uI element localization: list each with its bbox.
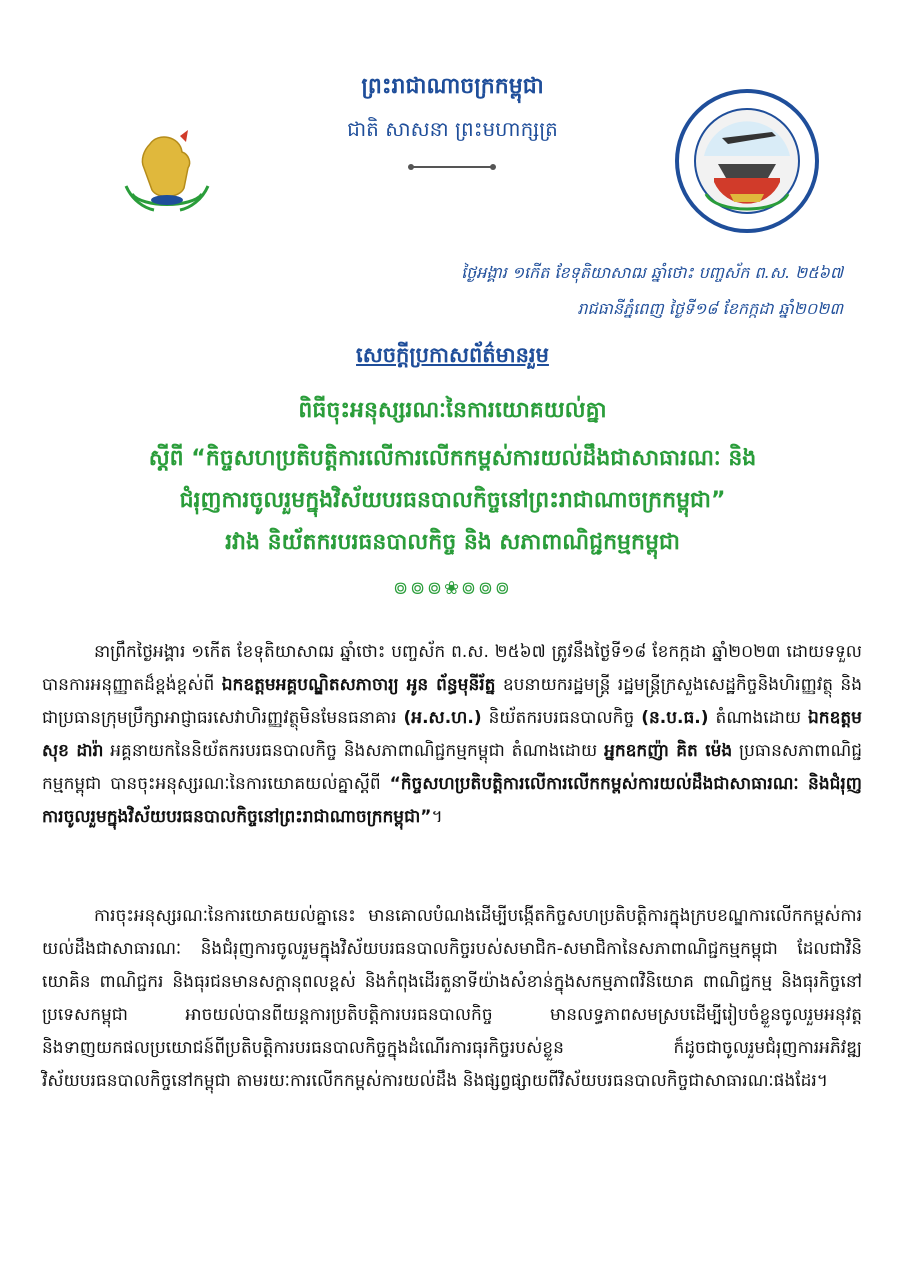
solar-date: រាជធានីភ្នំពេញ ថ្ងៃទី១៨ ខែកក្កដា ឆ្នាំ២០២៣ <box>577 299 843 318</box>
p1-text: ឧបនាយករដ្ឋមន្ត្រី រដ្ឋមន្ត្រីក្រសួងសេដ្ឋកិច្ចនិងហិរញ្ញវត្ថុ និងជាប្រធានក្រុមប្រឹក្សាអាជ្ញាធរសេវាហិរញ្ញវត្ថុមិនមែនធនាគារ <box>42 675 862 728</box>
motto-divider <box>412 166 492 168</box>
p1-text: ប្រធានសភាពាណិជ្ជកម្មកម្ពុជា បានចុះអនុស្សរណៈនៃការយោគយល់គ្នាស្តីពី <box>42 741 862 794</box>
p1-text: នាព្រឹកថ្ងៃអង្គារ ១កើត ខែទុតិយាសាឍ ឆ្នាំថោះ បញ្ចស័ក ព.ស. ២៥៦៧ ត្រូវនឹងថ្ងៃទី១៨ ខែកក្កដា ឆ្នាំ២០២៣ ដោយទទួលបានការអនុញ្ញាតដ៏ខ្ពង់ខ្ពស់ពី <box>42 642 862 695</box>
p1-bold-name-1: ឯកឧត្តមអគ្គបណ្ឌិតសភាចារ្យ អូន ព័ន្ធមុនីរ័ត្ន <box>221 675 496 695</box>
p1-text: អគ្គនាយកនៃនិយ័តករបរធនបាលកិច្ច និងសភាពាណិជ្ជកម្មកម្ពុជា តំណាងដោយ <box>103 741 605 761</box>
p1-bold-topic: “កិច្ចសហប្រតិបត្តិការលើការលើកកម្ពស់ការយល់ដឹងជាសាធារណៈ និងជំរុញការចូលរួមក្នុងវិស័យបរធនបាលកិច្ចនៅព្រះរាជាណាចក្រកម្ពុជា” <box>42 774 862 827</box>
p1-bold-abbrev-2: (ន.ប.ធ.) <box>641 708 709 728</box>
kingdom-heading: ព្រះរាជាណាចក្រកម្ពុជា <box>361 74 544 99</box>
announcement-heading: សេចក្តីប្រកាសព័ត៌មានរួម <box>356 343 549 367</box>
p1-bold-abbrev-1: (អ.ស.ហ.) <box>403 708 482 728</box>
p1-bold-name-3: អ្នកឧកញ៉ា គិត ម៉េង <box>604 741 733 761</box>
chamber-of-commerce-logo <box>672 86 822 236</box>
p1-text: និយ័តករបរធនបាលកិច្ច <box>481 708 642 728</box>
title-line-1: ពិធីចុះអនុស្សរណៈនៃការយោគយល់គ្នា <box>298 398 607 423</box>
title-line-2: ស្តីពី “កិច្ចសហប្រតិបត្តិការលើការលើកកម្ពស់ការយល់ដឹងជាសាធារណៈ និង <box>148 446 757 471</box>
body-paragraph-1 <box>42 636 862 834</box>
p1-bold-name-2: ឯកឧត្តម សុខ ដារ៉ា <box>42 708 862 761</box>
lunar-date: ថ្ងៃអង្គារ ១កើត ខែទុតិយាសាឍ ឆ្នាំថោះ បញ្ចស័ក ព.ស. ២៥៦៧ <box>461 263 843 282</box>
national-motto: ជាតិ សាសនា ព្រះមហាក្សត្រ <box>347 117 558 141</box>
p1-text: តំណាងដោយ <box>708 708 809 728</box>
body-paragraph-2: ការចុះអនុស្សរណៈនៃការយោគយល់គ្នានេះ មានគោលបំណងដើម្បីបង្កើតកិច្ចសហប្រតិបត្តិការក្នុងក្របខណ្ឌការលើកកម្ពស់ការយល់ដឹងជាសាធារណៈ និងជំរុញការចូលរួមក្នុងវិស័យបរធនបាលកិច្ចរបស់សមាជិក-សមាជិកានៃសភាពាណិជ្ជកម្មកម្ពុជា ដែលជាវិនិយោគិន ពាណិជ្ជករ និងធុរជនមានសក្តានុពលខ្ពស់ និងកំពុងដើរតួនាទីយ៉ាងសំខាន់ក្នុងសកម្មភាពវិនិយោគ ពាណិជ្ជកម្ម និងធុរកិច្ចនៅប្រទេសកម្ពុជា អាចយល់បានពីយន្តការប្រតិបត្តិការបរធនបាលកិច្ច មានលទ្ធភាពសមស្របដើម្បីរៀបចំខ្លួនចូលរួមអនុវត្ត និងទាញយកផលប្រយោជន៍ពីប្រតិបត្តិការបរធនបាលកិច្ចក្នុងដំណើរការធុរកិច្ចរបស់ខ្លួន ក៏ដូចជាចូលរួមជំរុញការអភិវឌ្ឍវិស័យបរធនបាលកិច្ចនៅកម្ពុជា តាមរយៈការលើកកម្ពស់ការយល់ដឹង និងផ្សព្វផ្សាយពីវិស័យបរធនបាលកិច្ចជាសាធារណៈផងដែរ។ <box>42 906 862 1091</box>
title-line-3: ជំរុញការចូលរួមក្នុងវិស័យបរធនបាលកិច្ចនៅព្រះរាជាណាចក្រកម្ពុជា” <box>179 488 726 513</box>
title-line-4: រវាង និយ័តករបរធនបាលកិច្ច និង សភាពាណិជ្ជកម្មកម្ពុជា <box>225 530 680 555</box>
p1-text: ។ <box>431 807 443 827</box>
ornament-divider: ៙៙៙❀៙៙៙ <box>393 578 512 599</box>
